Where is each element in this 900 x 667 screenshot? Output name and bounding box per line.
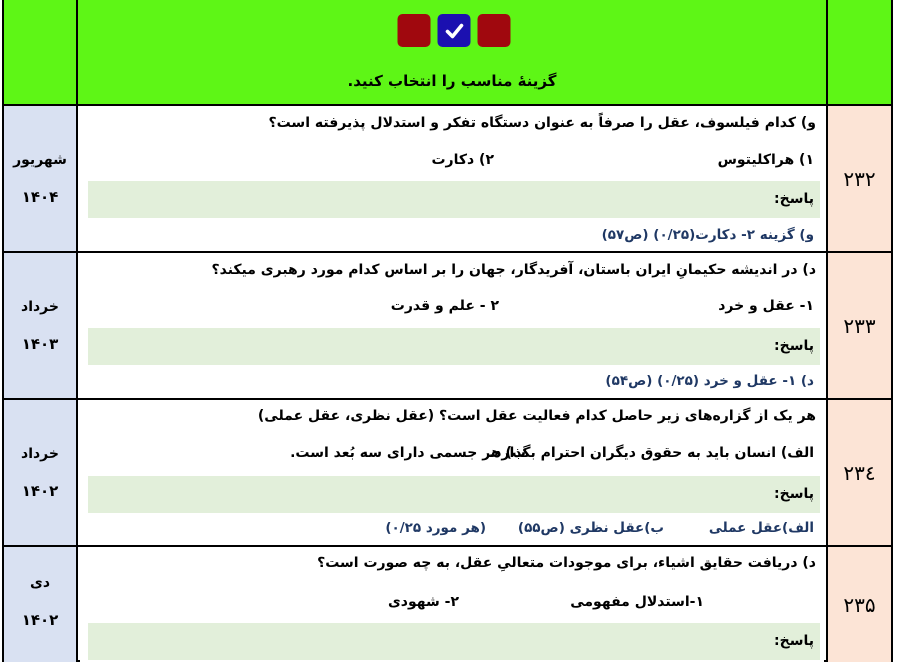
option-2: ۲- شهودی <box>387 594 459 610</box>
exam-year: ۱۴۰۳ <box>21 335 59 353</box>
option-1: ۱) هراکلیتوس <box>717 152 814 168</box>
exam-year: ۱۴۰۲ <box>21 482 59 500</box>
question-number-cell <box>826 400 891 545</box>
exam-month: خرداد <box>21 299 59 315</box>
option-2: ۲ - علم و قدرت <box>390 298 499 314</box>
answer-band <box>88 328 820 365</box>
answer-label: پاسخ: <box>774 633 814 649</box>
question-body <box>80 253 824 398</box>
question-text: و) کدام فیلسوف، عقل را صرفاً به عنوان دستگاه تفکر و استدلال پذیرفته است؟ <box>268 115 816 131</box>
question-row <box>4 253 891 400</box>
exam-year: ۱۴۰۴ <box>21 188 59 206</box>
date-cell <box>4 253 78 398</box>
instruction-title: گزینهٔ مناسب را انتخاب کنید. <box>347 72 557 90</box>
header-row <box>4 0 891 106</box>
answer-label: پاسخ: <box>774 338 814 354</box>
red-box-icon <box>478 14 511 47</box>
answer-band <box>88 181 820 218</box>
question-number: ۲۳٤ <box>843 460 876 485</box>
question-text: هر یک از گزاره‌های زیر حاصل کدام فعالیت عقل است؟ (عقل نظری، عقل عملی) <box>257 408 816 424</box>
answer-text: و) گزینه ۲- دکارت(۰/۲۵) (ص۵۷) <box>601 227 814 243</box>
option-icons <box>398 14 511 47</box>
option-a: الف) انسان باید به حقوق دیگران احترام بگذارد. <box>488 445 814 461</box>
question-number: ۲۳۲ <box>843 166 876 191</box>
date-cell <box>4 400 78 545</box>
question-number-cell <box>826 547 891 662</box>
answer-band <box>88 623 820 660</box>
option-2: ۲) دکارت <box>431 152 494 168</box>
date-cell <box>4 106 78 251</box>
checkmark-icon <box>438 14 471 47</box>
date-cell <box>4 547 78 662</box>
question-row <box>4 547 891 662</box>
exam-year: ۱۴۰۲ <box>21 611 59 629</box>
question-number: ۲۳۵ <box>843 592 876 617</box>
question-body <box>80 106 824 251</box>
exam-month: شهریور <box>13 152 67 168</box>
question-number-cell <box>826 106 891 251</box>
answer-score-note: (هر مورد ۰/۲۵) <box>385 520 486 536</box>
header-num-cell <box>826 0 891 104</box>
question-table <box>2 0 893 662</box>
answer-label: پاسخ: <box>774 486 814 502</box>
question-text: د) در اندیشه حکیمانِ ایران باستان، آفریدگار، جهان را بر اساس کدام مورد رهبری میکند؟ <box>211 262 816 278</box>
question-text: د) دریافت حقایق اشیاء، برای موجودات متعالیِ عقل، به چه صورت است؟ <box>317 555 816 571</box>
answer-band <box>88 476 820 513</box>
question-row <box>4 400 891 547</box>
exam-month: خرداد <box>21 446 59 462</box>
question-body <box>80 400 824 545</box>
answer-part-a: الف)عقل عملی <box>708 520 814 536</box>
answer-text: د) ۱- عقل و خرد (۰/۲۵) (ص۵۴) <box>605 373 814 389</box>
question-body <box>80 547 824 662</box>
answer-label: پاسخ: <box>774 191 814 207</box>
question-number: ۲۳۳ <box>843 313 876 338</box>
question-number-cell <box>826 253 891 398</box>
red-box-icon <box>398 14 431 47</box>
header-date-cell <box>4 0 78 104</box>
answer-part-b: ب)عقل نظری (ص۵۵) <box>517 520 664 536</box>
header-body-cell <box>80 0 824 104</box>
exam-month: دی <box>29 575 50 591</box>
option-b: ب) هر جسمی دارای سه بُعد است. <box>290 445 526 461</box>
option-1: ۱-استدلال مفهومی <box>570 594 704 610</box>
question-row <box>4 106 891 253</box>
option-1: ۱- عقل و خرد <box>718 298 814 314</box>
